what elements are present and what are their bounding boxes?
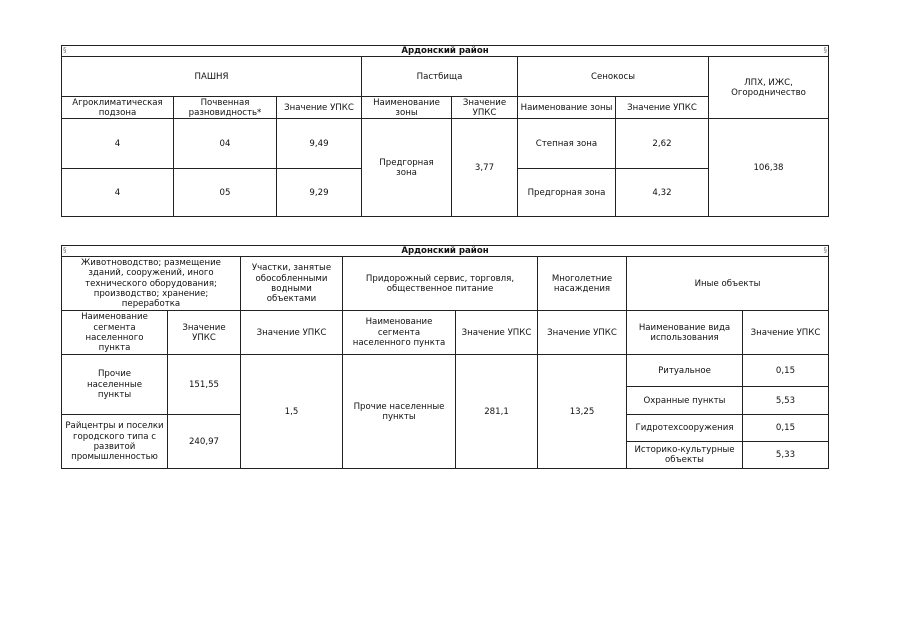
table-cell: Прочие населенные пункты — [62, 355, 168, 415]
column-header-hay-upks: Значение УПКС — [616, 97, 709, 119]
column-header-pasture-upks: Значение УПКС — [452, 97, 518, 119]
table-cell: Охранные пункты — [627, 387, 743, 415]
table-cell: Предгорная зона — [518, 169, 616, 217]
table-cell: Райцентры и поселки городского типа с развитой промышленностью — [62, 415, 168, 469]
group-header-water: Участки, занятые обособленными водными объектами — [241, 257, 343, 311]
column-header-other-upks: Значение УПКС — [743, 311, 829, 355]
group-header-pasture: Пастбища — [362, 57, 518, 97]
table-cell: 4 — [62, 169, 174, 217]
table-cell: 240,97 — [168, 415, 241, 469]
table-cell: 151,55 — [168, 355, 241, 415]
table-cell: 5,33 — [743, 442, 829, 469]
pasture-zone-cell: Предгорная зона — [362, 119, 452, 217]
perennial-upks-cell: 13,25 — [538, 355, 627, 469]
group-header-other: Иные объекты — [627, 257, 829, 311]
upks-table-settlements — [61, 245, 829, 469]
group-header-lph: ЛПХ, ИЖС, Огородничество — [709, 57, 829, 119]
group-header-arable: ПАШНЯ — [62, 57, 362, 97]
group-header-livestock: Животноводство; размещение зданий, сооружений, иного технического оборудования; производство; хранение; переработка — [62, 257, 241, 311]
water-upks-cell: 1,5 — [241, 355, 343, 469]
table-cell: 2,62 — [616, 119, 709, 169]
table-cell: 4,32 — [616, 169, 709, 217]
column-header-segment: Наименование сегмента населенного пункта — [62, 311, 168, 355]
table-cell: 04 — [174, 119, 277, 169]
upks-table-agricultural — [61, 45, 829, 217]
roadside-upks-cell: 281,1 — [456, 355, 538, 469]
column-header-hay-zone: Наименование зоны — [518, 97, 616, 119]
table-cell: 9,49 — [277, 119, 362, 169]
table-title: § Ардонский район § — [63, 46, 827, 56]
column-header-livestock-upks: Значение УПКС — [168, 311, 241, 355]
pasture-upks-cell: 3,77 — [452, 119, 518, 217]
roadside-segment-cell: Прочие населенные пункты — [343, 355, 456, 469]
group-header-roadside: Придорожный сервис, торговля, общественное питание — [343, 257, 538, 311]
column-header-roadside-segment: Наименование сегмента населенного пункта — [343, 311, 456, 355]
column-header-soil: Почвенная разновидность* — [174, 97, 277, 119]
table-cell: Гидротехсооружения — [627, 415, 743, 442]
table-cell: Историко-культурные объекты — [627, 442, 743, 469]
column-header-subzone: Агроклиматическая подзона — [62, 97, 174, 119]
table-cell: 5,53 — [743, 387, 829, 415]
table-cell: 4 — [62, 119, 174, 169]
column-header-pasture-zone: Наименование зоны — [362, 97, 452, 119]
column-header-roadside-upks: Значение УПКС — [456, 311, 538, 355]
column-header-water-upks: Значение УПКС — [241, 311, 343, 355]
table-cell: Степная зона — [518, 119, 616, 169]
table-cell: 9,29 — [277, 169, 362, 217]
table-cell: 0,15 — [743, 355, 829, 387]
column-header-arable-upks: Значение УПКС — [277, 97, 362, 119]
column-header-perennial-upks: Значение УПКС — [538, 311, 627, 355]
group-header-hay: Сенокосы — [518, 57, 709, 97]
table-cell: Ритуальное — [627, 355, 743, 387]
group-header-perennial: Многолетние насаждения — [538, 257, 627, 311]
table-cell: 05 — [174, 169, 277, 217]
column-header-use-type: Наименование вида использования — [627, 311, 743, 355]
table-cell: 0,15 — [743, 415, 829, 442]
lph-upks-cell: 106,38 — [709, 119, 829, 217]
table-title: § Ардонский район § — [63, 246, 827, 256]
